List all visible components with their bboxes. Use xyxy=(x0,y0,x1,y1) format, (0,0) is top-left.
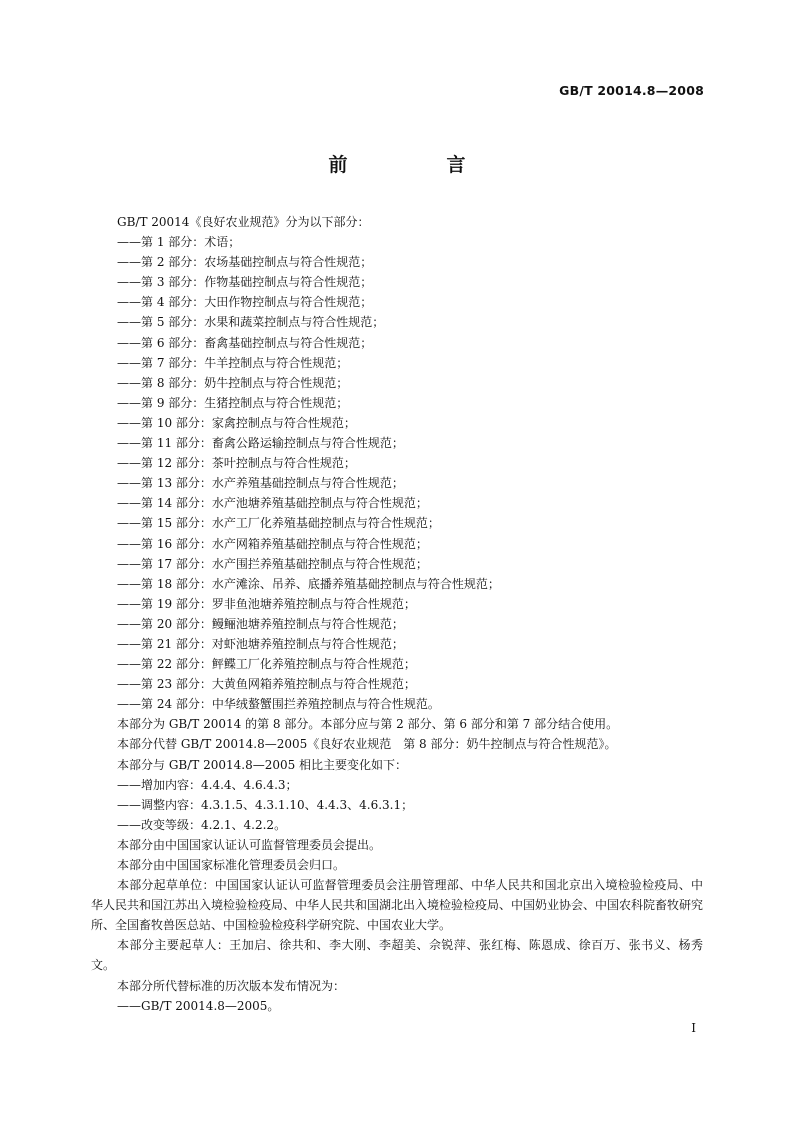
list-item: ——第 10 部分：家禽控制点与符合性规范； xyxy=(117,415,356,430)
part-of-statement: 本部分为 GB/T 20014 的第 8 部分。本部分应与第 2 部分、第 6 部分和第 7 部分结合使用。 xyxy=(117,717,619,732)
list-item: ——调整内容：4.3.1.5、4.3.1.10、4.4.3、4.6.3.1； xyxy=(117,797,414,812)
standard-code-header: GB/T 20014.8—2008 xyxy=(559,83,704,98)
changes-intro: 本部分与 GB/T 20014.8—2005 相比主要变化如下： xyxy=(117,757,408,772)
history-intro: 本部分所代替标准的历次版本发布情况为： xyxy=(117,978,346,993)
proposed-by-statement: 本部分由中国国家认证认可监督管理委员会提出。 xyxy=(117,837,382,852)
list-item: ——第 23 部分：大黄鱼网箱养殖控制点与符合性规范； xyxy=(117,677,416,692)
list-item: ——第 20 部分：鳗鲡池塘养殖控制点与符合性规范； xyxy=(117,616,404,631)
list-item: ——第 24 部分：中华绒螯蟹围拦养殖控制点与符合性规范。 xyxy=(117,697,440,712)
drafting-units-paragraph: 本部分起草单位：中国国家认证认可监督管理委员会注册管理部、中华人民共和国北京出入境检验检疫局、中华人民共和国江苏出入境检验检疫局、中华人民共和国湖北出入境检验检疫局、中国奶业协会、中国农科院畜牧研究所、全国畜牧兽医总站、中国检验检疫科学研究院、中国农业大学。 xyxy=(91,878,704,933)
list-item: ——第 5 部分：水果和蔬菜控制点与符合性规范； xyxy=(117,315,385,330)
list-item: ——第 15 部分：水产工厂化养殖基础控制点与符合性规范； xyxy=(117,516,440,531)
list-item: ——第 13 部分：水产养殖基础控制点与符合性规范； xyxy=(117,476,404,491)
list-item: ——第 12 部分：茶叶控制点与符合性规范； xyxy=(117,456,356,471)
list-item: ——第 14 部分：水产池塘养殖基础控制点与符合性规范； xyxy=(117,496,428,511)
document-body xyxy=(91,212,703,1016)
drafters-paragraph: 本部分主要起草人：王加启、徐共和、李大刚、李超美、佘锐萍、张红梅、陈恩成、徐百万、张书义、杨秀文。 xyxy=(91,938,703,973)
page-title: 前 言 xyxy=(328,154,506,176)
list-item: ——改变等级：4.2.1、4.2.2。 xyxy=(117,817,287,832)
list-item: ——GB/T 20014.8—2005。 xyxy=(117,998,280,1013)
list-item: ——第 17 部分：水产围拦养殖基础控制点与符合性规范； xyxy=(117,556,428,571)
list-item: ——第 22 部分：鲆鲽工厂化养殖控制点与符合性规范； xyxy=(117,657,416,672)
list-item: ——第 2 部分：农场基础控制点与符合性规范； xyxy=(117,255,373,270)
changes-list xyxy=(91,775,703,835)
list-item: ——第 8 部分：奶牛控制点与符合性规范； xyxy=(117,375,349,390)
history-list xyxy=(91,996,703,1016)
list-item: ——第 7 部分：牛羊控制点与符合性规范； xyxy=(117,355,349,370)
list-item: ——第 19 部分：罗非鱼池塘养殖控制点与符合性规范； xyxy=(117,596,416,611)
list-item: ——第 6 部分：畜禽基础控制点与符合性规范； xyxy=(117,335,373,350)
page-number: I xyxy=(691,1021,696,1035)
list-item: ——第 11 部分：畜禽公路运输控制点与符合性规范； xyxy=(117,436,404,451)
list-item: ——增加内容：4.4.4、4.6.4.3； xyxy=(117,777,298,792)
list-item: ——第 9 部分：生猪控制点与符合性规范； xyxy=(117,395,349,410)
managed-by-statement: 本部分由中国国家标准化管理委员会归口。 xyxy=(117,858,346,872)
list-item: ——第 4 部分：大田作物控制点与符合性规范； xyxy=(117,295,373,310)
list-item: ——第 3 部分：作物基础控制点与符合性规范； xyxy=(117,275,373,290)
replaces-statement: 本部分代替 GB/T 20014.8—2005《良好农业规范 第 8 部分：奶牛控制点与符合性规范》。 xyxy=(117,737,617,752)
intro-line: GB/T 20014《良好农业规范》分为以下部分： xyxy=(117,215,370,229)
list-item: ——第 18 部分：水产滩涂、吊养、底播养殖基础控制点与符合性规范； xyxy=(117,576,500,591)
list-item: ——第 1 部分：术语； xyxy=(117,235,241,250)
list-item: ——第 16 部分：水产网箱养殖基础控制点与符合性规范； xyxy=(117,536,428,551)
list-item: ——第 21 部分：对虾池塘养殖控制点与符合性规范； xyxy=(117,636,404,651)
parts-list xyxy=(91,232,703,714)
